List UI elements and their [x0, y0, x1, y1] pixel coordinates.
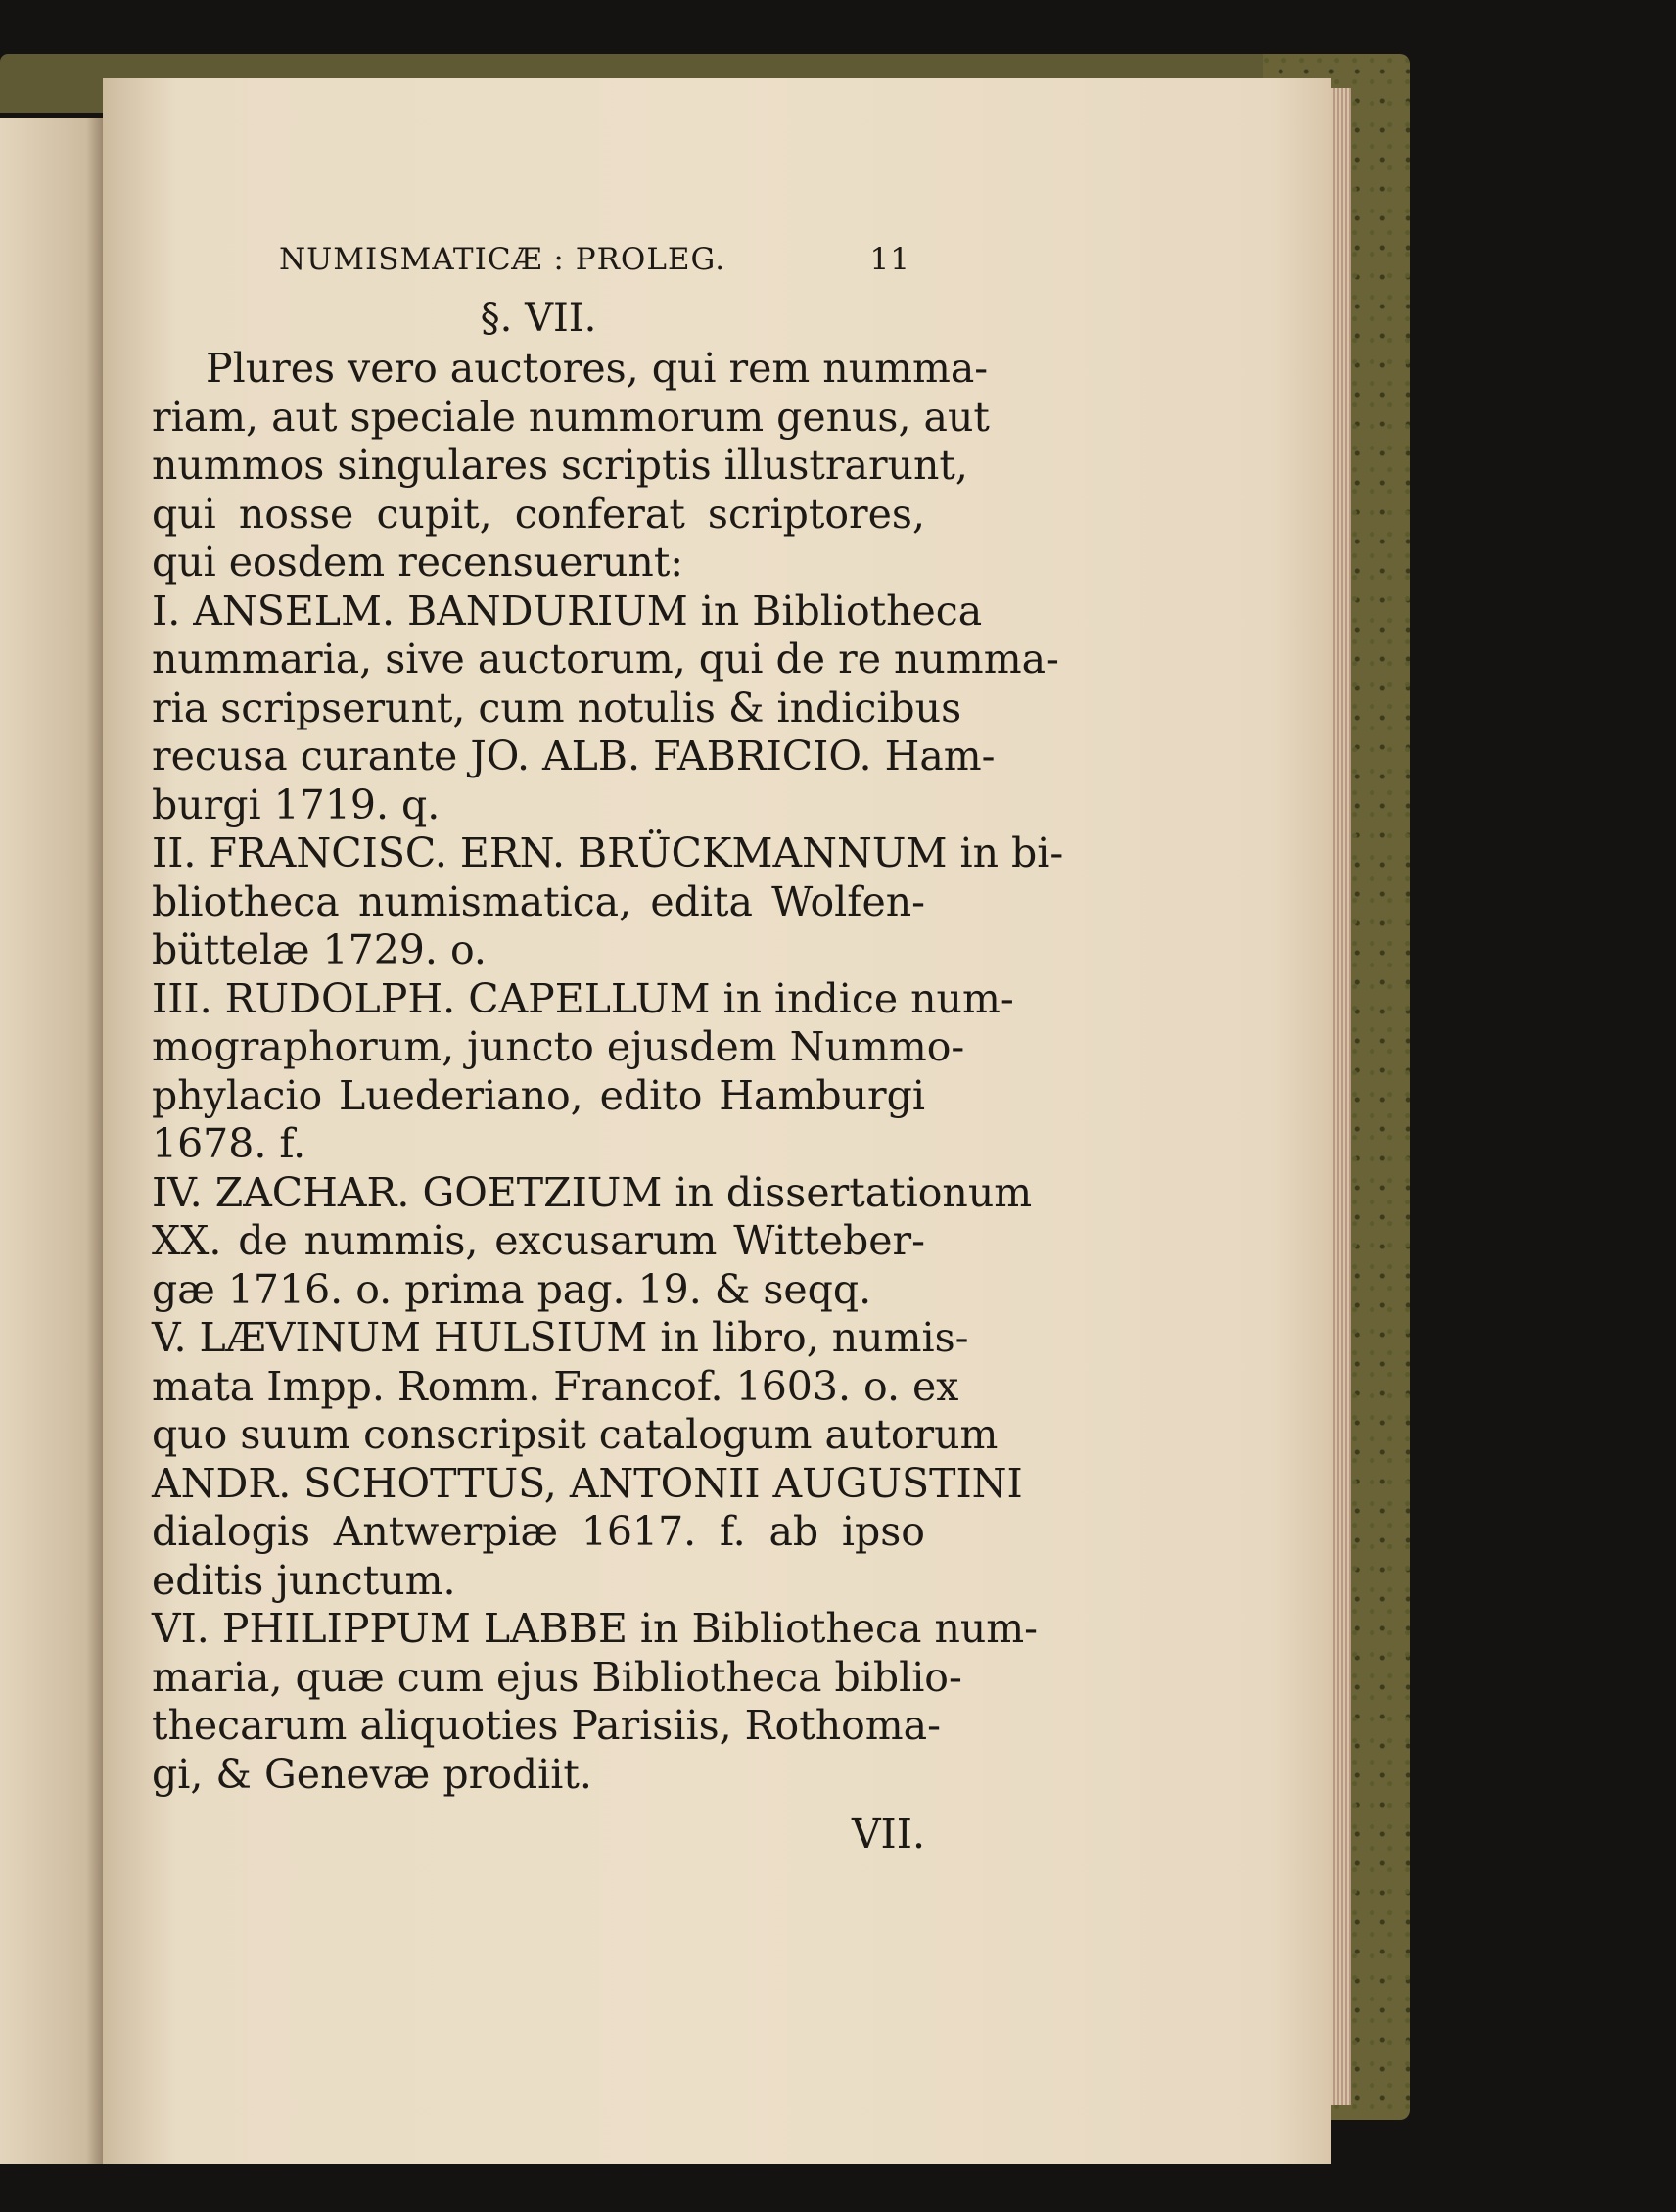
text-line: dialogis Antwerpiæ 1617. f. ab ipso	[152, 1508, 925, 1555]
text-line: gæ 1716. o. prima pag. 19. & seqq.	[152, 1265, 872, 1313]
text-line: ria scripserunt, cum notulis & indicibus	[152, 683, 962, 731]
text-line: Plures vero auctores, qui rem numma-	[206, 345, 989, 392]
text-line: editis junctum.	[152, 1556, 456, 1604]
text-line: 1678. f.	[152, 1120, 306, 1167]
page-text	[152, 225, 1064, 1859]
running-title: NUMISMATICÆ : PROLEG.	[279, 242, 726, 277]
text-line: bliotheca numismatica, edita Wolfen-	[152, 877, 925, 925]
page-number: 11	[869, 242, 910, 277]
text-line: gi, & Genevæ prodiit.	[152, 1750, 592, 1798]
catchword: VII.	[851, 1811, 925, 1858]
text-line: III. RUDOLPH. CAPELLUM in indice num-	[152, 974, 1014, 1022]
text-line: II. FRANCISC. ERN. BRÜCKMANNUM in bi-	[152, 829, 1064, 876]
text-line: qui eosdem recensuerunt:	[152, 539, 684, 586]
text-line: XX. de nummis, excusarum Witteber-	[152, 1217, 925, 1264]
left-page-sliver	[0, 118, 108, 2164]
text-line: burgi 1719. q.	[152, 780, 441, 828]
text-line: riam, aut speciale nummorum genus, aut	[152, 393, 990, 441]
section-heading: §. VII.	[480, 296, 597, 341]
text-line: ANDR. SCHOTTUS, ANTONII AUGUSTINI	[152, 1459, 1023, 1507]
text-line: thecarum aliquoties Parisiis, Rothoma-	[152, 1702, 941, 1749]
text-line: mographorum, juncto ejusdem Nummo-	[152, 1023, 965, 1070]
text-line: nummaria, sive auctorum, qui de re numma-	[152, 635, 1059, 682]
text-line: V. LÆVINUM HULSIUM in libro, numis-	[152, 1314, 969, 1361]
text-line: qui nosse cupit, conferat scriptores,	[152, 490, 925, 538]
text-line: mata Impp. Romm. Francof. 1603. o. ex	[152, 1362, 959, 1410]
text-line: quo suum conscripsit catalogum autorum	[152, 1411, 999, 1458]
text-line: recusa curante JO. ALB. FABRICIO. Ham-	[152, 732, 996, 779]
text-line: VI. PHILIPPUM LABBE in Bibliotheca num-	[152, 1605, 1038, 1652]
text-line: IV. ZACHAR. GOETZIUM in dissertationum	[152, 1168, 1033, 1216]
text-line: nummos singulares scriptis illustrarunt,	[152, 442, 968, 489]
text-line: büttelæ 1729. o.	[152, 926, 487, 973]
text-line: phylacio Luederiano, edito Hamburgi	[152, 1071, 925, 1119]
running-header	[152, 225, 925, 294]
text-line: I. ANSELM. BANDURIUM in Bibliotheca	[152, 587, 983, 635]
text-line: maria, quæ cum ejus Bibliotheca biblio-	[152, 1653, 962, 1701]
